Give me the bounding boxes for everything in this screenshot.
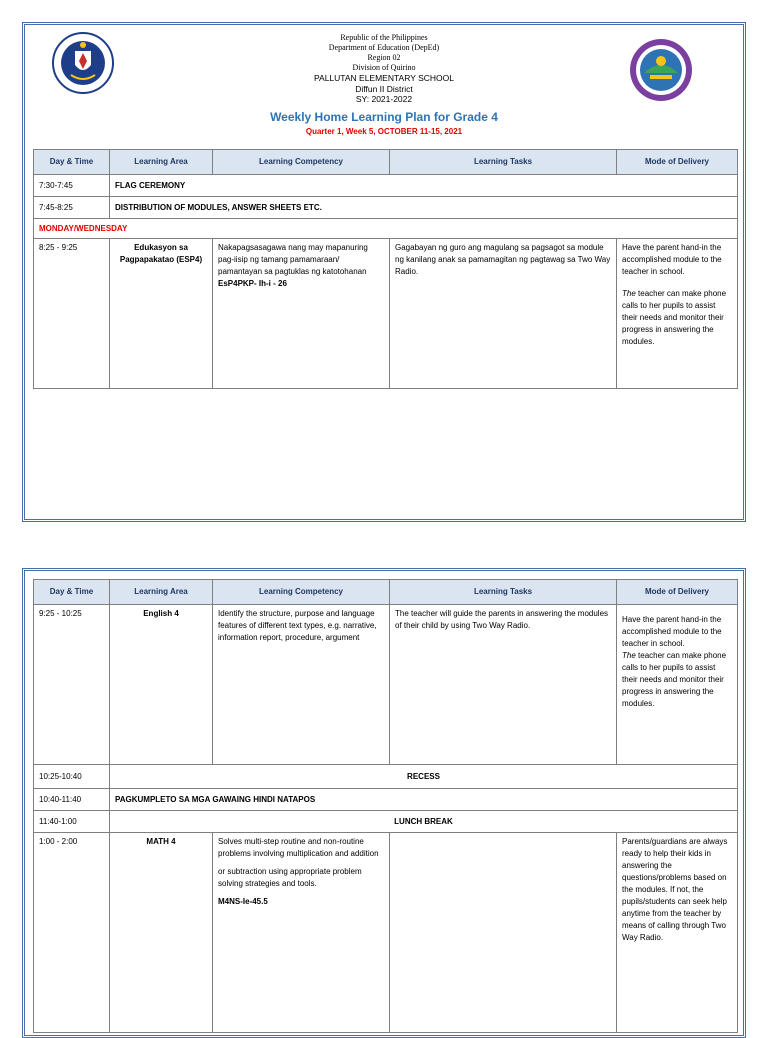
- table-row: [34, 765, 738, 789]
- mode-text-2-body: teacher can make phone calls to her pupils to assist their needs and monitor their progress in answering the modules.: [622, 651, 727, 708]
- school-line: PALLUTAN ELEMENTARY SCHOOL: [314, 73, 454, 83]
- mode-text-1: Have the parent hand-in the accomplished module to the teacher in school.: [622, 243, 722, 276]
- sy-line: SY: 2021-2022: [355, 94, 413, 104]
- department-line: Department of Education (DepEd): [328, 43, 440, 52]
- competency-text-1: Solves multi-step routine and non-routine problems involving multiplication and addition: [218, 837, 379, 858]
- competency-code: M4NS-Ie-45.5: [218, 897, 268, 906]
- republic-line: Republic of the Philippines: [340, 33, 428, 42]
- time-cell: 8:25 - 9:25: [34, 239, 110, 389]
- tasks-cell: Gagabayan ng guro ang magulang sa pagsagot sa module ng kanilang anak sa pamamagitan ng pagtawag sa Two Way Radio.: [390, 239, 617, 389]
- table-header-row: [34, 150, 738, 175]
- learning-plan-table-1: [33, 149, 738, 389]
- document-header: [25, 25, 743, 150]
- col-day-time: Day & Time: [34, 150, 110, 175]
- col-learning-area: Learning Area: [110, 150, 213, 175]
- mode-cell: [617, 239, 738, 389]
- table-row: [34, 833, 738, 1033]
- col-mode-of-delivery: Mode of Delivery: [617, 150, 738, 175]
- table-row: [34, 175, 738, 197]
- col-learning-competency: Learning Competency: [213, 580, 390, 605]
- time-cell: 7:30-7:45: [34, 175, 110, 197]
- col-learning-area: Learning Area: [110, 580, 213, 605]
- mode-text-2: [622, 650, 732, 710]
- time-cell: 7:45-8:25: [34, 197, 110, 219]
- table-row: [34, 219, 738, 239]
- mode-emphasis: The: [622, 289, 636, 298]
- plan-title: Weekly Home Learning Plan for Grade 4: [270, 109, 498, 124]
- time-cell: 9:25 - 10:25: [34, 605, 110, 765]
- competency-text-2: or subtraction using appropriate problem solving strategies and tools.: [218, 867, 362, 888]
- col-day-time: Day & Time: [34, 580, 110, 605]
- activity-cell: FLAG CEREMONY: [110, 175, 738, 197]
- col-learning-competency: Learning Competency: [213, 150, 390, 175]
- tasks-cell: [390, 833, 617, 1033]
- competency-text: Nakapagsasagawa nang may mapanuring pag-iisip ng tamang pamamaraan/ pamantayan sa pagtuklas ng katotohanan: [218, 243, 368, 276]
- mode-emphasis: The: [622, 651, 636, 660]
- page-1: [22, 22, 746, 522]
- table-row: [34, 239, 738, 389]
- table-header-row: [34, 580, 738, 605]
- division-line: Division of Quirino: [352, 63, 416, 72]
- col-learning-tasks: Learning Tasks: [390, 150, 617, 175]
- table-row: [34, 811, 738, 833]
- mode-cell: Parents/guardians are always ready to help their kids in answering the questions/problems based on the modules. If not, the pupils/students can seek help anytime from the teacher by means of calling through Two Way Radio.: [617, 833, 738, 1033]
- activity-cell: RECESS: [110, 765, 738, 789]
- day-label: MONDAY/WEDNESDAY: [34, 219, 738, 239]
- page-2: [22, 568, 746, 1038]
- learning-plan-table-2: [33, 579, 738, 1033]
- learning-area-cell: English 4: [110, 605, 213, 765]
- time-cell: 1:00 - 2:00: [34, 833, 110, 1033]
- region-line: Region 02: [367, 53, 401, 62]
- col-learning-tasks: Learning Tasks: [390, 580, 617, 605]
- competency-cell: [213, 833, 390, 1033]
- mode-text-1: Have the parent hand-in the accomplished module to the teacher in school.: [622, 615, 722, 648]
- table-row: [34, 605, 738, 765]
- mode-cell: [617, 605, 738, 765]
- time-cell: 11:40-1:00: [34, 811, 110, 833]
- header-text: [25, 33, 743, 137]
- mode-text-2: [622, 288, 732, 348]
- col-mode-of-delivery: Mode of Delivery: [617, 580, 738, 605]
- activity-cell: PAGKUMPLETO SA MGA GAWAING HINDI NATAPOS: [110, 789, 738, 811]
- time-cell: 10:25-10:40: [34, 765, 110, 789]
- district-line: Diffun II District: [355, 83, 413, 94]
- competency-code: EsP4PKP- Ih-i - 26: [218, 279, 287, 288]
- competency-cell: Identify the structure, purpose and language features of different text types, e.g. narrative, information report, procedure, argument: [213, 605, 390, 765]
- activity-cell: LUNCH BREAK: [110, 811, 738, 833]
- quarter-line: Quarter 1, Week 5, OCTOBER 11-15, 2021: [305, 126, 463, 136]
- learning-area-cell: Edukasyon sa Pagpapakatao (ESP4): [110, 239, 213, 389]
- tasks-cell: The teacher will guide the parents in answering the modules of their child by using Two Way Radio.: [390, 605, 617, 765]
- time-cell: 10:40-11:40: [34, 789, 110, 811]
- mode-text-2-body: teacher can make phone calls to her pupils to assist their needs and monitor their progress in answering the modules.: [622, 289, 727, 346]
- activity-cell: DISTRIBUTION OF MODULES, ANSWER SHEETS ETC.: [110, 197, 738, 219]
- competency-cell: [213, 239, 390, 389]
- table-row: [34, 789, 738, 811]
- learning-area-cell: MATH 4: [110, 833, 213, 1033]
- table-row: [34, 197, 738, 219]
